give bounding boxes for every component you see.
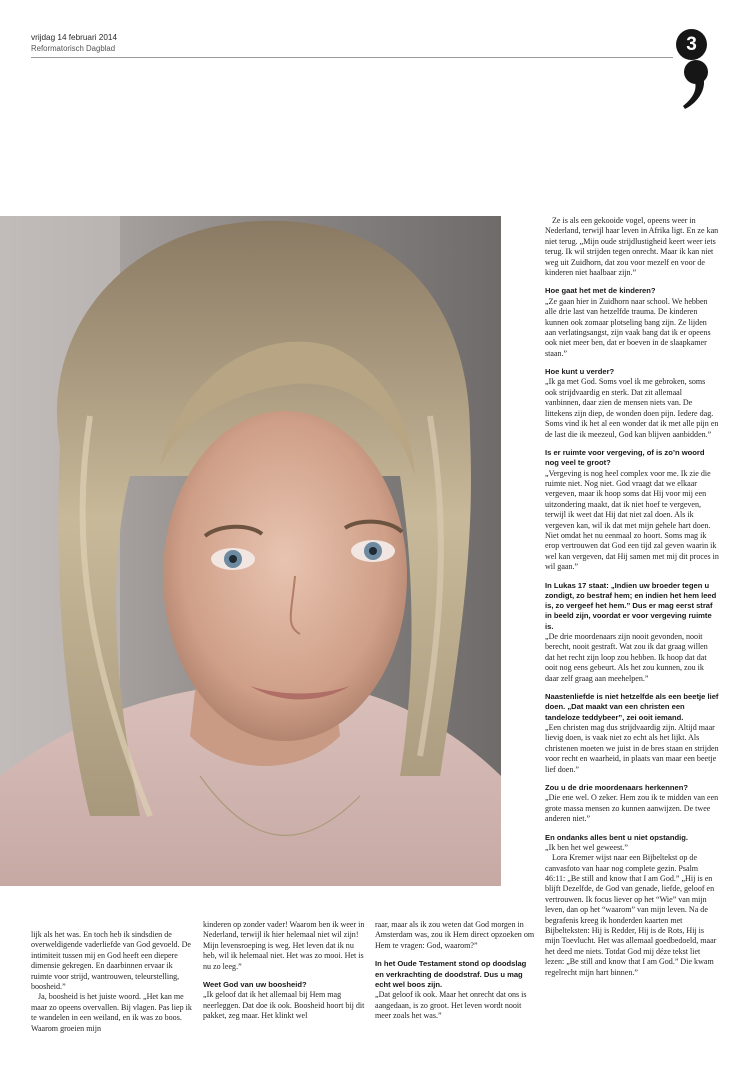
question-heading: Zou u de drie moordenaars herkennen? [545, 783, 689, 792]
newspaper-name: Reformatorisch Dagblad [31, 44, 116, 53]
answer-paragraph: „Die ene wel. O zeker. Hem zou ik te midden van een grote massa mensen zo kunnen aanwijzen. De twee anderen niet.” [545, 793, 719, 824]
answer-paragraph: „Een christen mag dus strijdvaardig zijn. Altijd maar lievig doen, is vaak niet zo echt als het lijkt. Als christenen moeten we juist in de bres staan en strijden voor recht en waarheid, in plaats van maar een beetje lief doen.” [545, 722, 719, 774]
body-paragraph: kinderen op zonder vader! Waarom ben ik weer in Nederland, terwijl ik hier helemaal niet wil zijn! Mijn levensroeping is weg. Het leven dat ik nu heb, wil ik helemaal niet. Het was zo mooi. Het is nu zo leeg.” [203, 920, 365, 971]
article-intro: Ze is als een gekooide vogel, opeens weer in Nederland, terwijl haar leven in Afrika ligt. En ze kan niet terug. „Mijn oude strijdlustigheid keert weer iets terug. Ik wil strijden tegen onrecht. Maar ik kan niet weg uit Zuidhorn, dat zou voor mezelf en voor de kinderen niet haalbaar zijn.” [545, 216, 719, 278]
question-heading: In het Oude Testament stond op doodslag en verkrachting de doodstraf. Dus u mag echt wel boos zijn. [375, 959, 527, 989]
question-heading: Naastenliefde is niet hetzelfde als een beetje lief doen. „Dat maakt van een christen een tandeloze teddybeer”, zei ooit iemand. [545, 692, 719, 722]
question-heading: Weet God van uw boosheid? [203, 980, 307, 990]
right-article-column [545, 216, 719, 978]
question-heading: Hoe kunt u verder? [545, 367, 615, 377]
page-number: 3 [676, 29, 707, 60]
answer-paragraph: „Ik ga met God. Soms voel ik me gebroken, soms ook strijdvaardig en sterk. Dat zit allemaal vanbinnen, daar zien de mensen niets van. De littekens zijn diep, de wonden doen pijn. Iedere dag. Soms vind ik het al een wonder dat ik met alle pijn en de last die ik meezeul, God kan blijven aanbidden.” [545, 377, 719, 439]
header-divider [31, 57, 673, 58]
body-paragraph: Ja, boosheid is het juiste woord. „Het kan me maar zo opeens overvallen. Bij vlagen. Pas liep ik te wandelen in een weiland, en ik was zo boos. Waarom groeien mijn [31, 992, 192, 1033]
answer-paragraph: „De drie moordenaars zijn nooit gevonden, nooit berecht, nooit gestraft. Wat zou ik dat graag willen dat het recht zijn loop zou hebben. Ik hoop dat dat ooit nog eens gebeurt. Als het zou kunnen, zou ik daar zelf graag aan meehelpen.” [545, 632, 708, 683]
question-heading: Hoe gaat het met de kinderen? [545, 286, 656, 296]
bottom-column-1 [31, 930, 193, 1034]
bottom-column-3 [375, 920, 535, 1021]
bottom-column-2 [203, 920, 365, 1022]
answer-paragraph: Lora Kremer wijst naar een Bijbeltekst op de canvasfoto van haar nog complete gezin. Psalm 46:11: „Be still and know that I am God.” „Hij is en blijft Dezelfde, de God van genade, liefde, geloof en vertrouwen. Ik focus liever op het “Wie” van mijn leven, dan op het “waarom” van mijn leven. Na de begrafenis kreeg ik honderden kaarten met Bijbelteksten: Hij is Redder, Hij is de Rots, Hij is mijn Toevlucht. Het was allemaal goedbedoeld, maar het deed me niets. Totdat God mij déze tekst liet lezen: „Be still and know that I am God.” Die kwam regelrecht mijn hart binnen.” [545, 853, 717, 977]
portrait-photo [0, 216, 501, 886]
body-paragraph: lijk als het was. En toch heb ik sindsdien de overweldigende vaderliefde van God gevoeld. De intimiteit tussen mij en God heeft een diepere dimensie gekregen. En daarbinnen ervaar ik ruimte voor strijd, wantrouwen, teleurstelling, boosheid.” [31, 930, 191, 992]
answer-paragraph: „Vergeving is nog heel complex voor me. Ik zie die ruimte niet. Nog niet. God vraagt dat we elkaar vergeven, maar ik hoop soms dat Hij voor mij een uitzondering maakt, dat ik niet hoef te vergeven, terwijl ik weet dat Hij dat niet zal doen. Als ik vergeven kan, wil ik dat met mijn gehele hart doen. Niet omdat het nu eenmaal zo hoort. Soms mag ik erop vertrouwen dat God een tijd zal geven waarin ik wel kan vergeven, dat Hij samen met mij dit proces in wil gaan.” [545, 468, 719, 572]
question-heading: En ondanks alles bent u niet opstandig. [545, 832, 689, 842]
answer-paragraph: „Ze gaan hier in Zuidhorn naar school. We hebben alle drie last van hetzelfde trauma. De kinderen kunnen ook zomaar plotseling bang zijn. Ze lijden aan verlatingsangst, zijn vaak bang dat ik er opeens ook niet meer ben, dat er boeven in de slaapkamer staan.” [545, 296, 711, 358]
question-heading: Is er ruimte voor vergeving, of is zo’n woord nog veel te groot? [545, 447, 705, 468]
body-paragraph: raar, maar als ik zou weten dat God morgen in Amsterdam was, zou ik Hem direct opzoeken om Hem te vragen: God, waarom?” [375, 920, 535, 950]
question-heading: In Lukas 17 staat: „Indien uw broeder tegen u zondigt, zo bestraf hem; en indien het hem leed is, zo vergeef het hem.” Dus er mag eerst straf in beeld zijn, voordat er voor vergeving ruimte is. [545, 580, 717, 631]
answer-paragraph: „Ik ben het wel geweest.” [545, 842, 628, 852]
answer-paragraph: „Dat geloof ik ook. Maar het onrecht dat ons is aangedaan, is zo groot. Het leven wordt nooit meer zoals het was.” [375, 990, 527, 1020]
issue-date: vrijdag 14 februari 2014 [31, 33, 118, 42]
answer-paragraph: „Ik geloof dat ik het allemaal bij Hem mag neerleggen. Dat doe ik ook. Boosheid hoort bij dit pakket, zeg maar. Het klinkt wel [203, 990, 365, 1021]
comma-logo-icon [679, 58, 713, 110]
